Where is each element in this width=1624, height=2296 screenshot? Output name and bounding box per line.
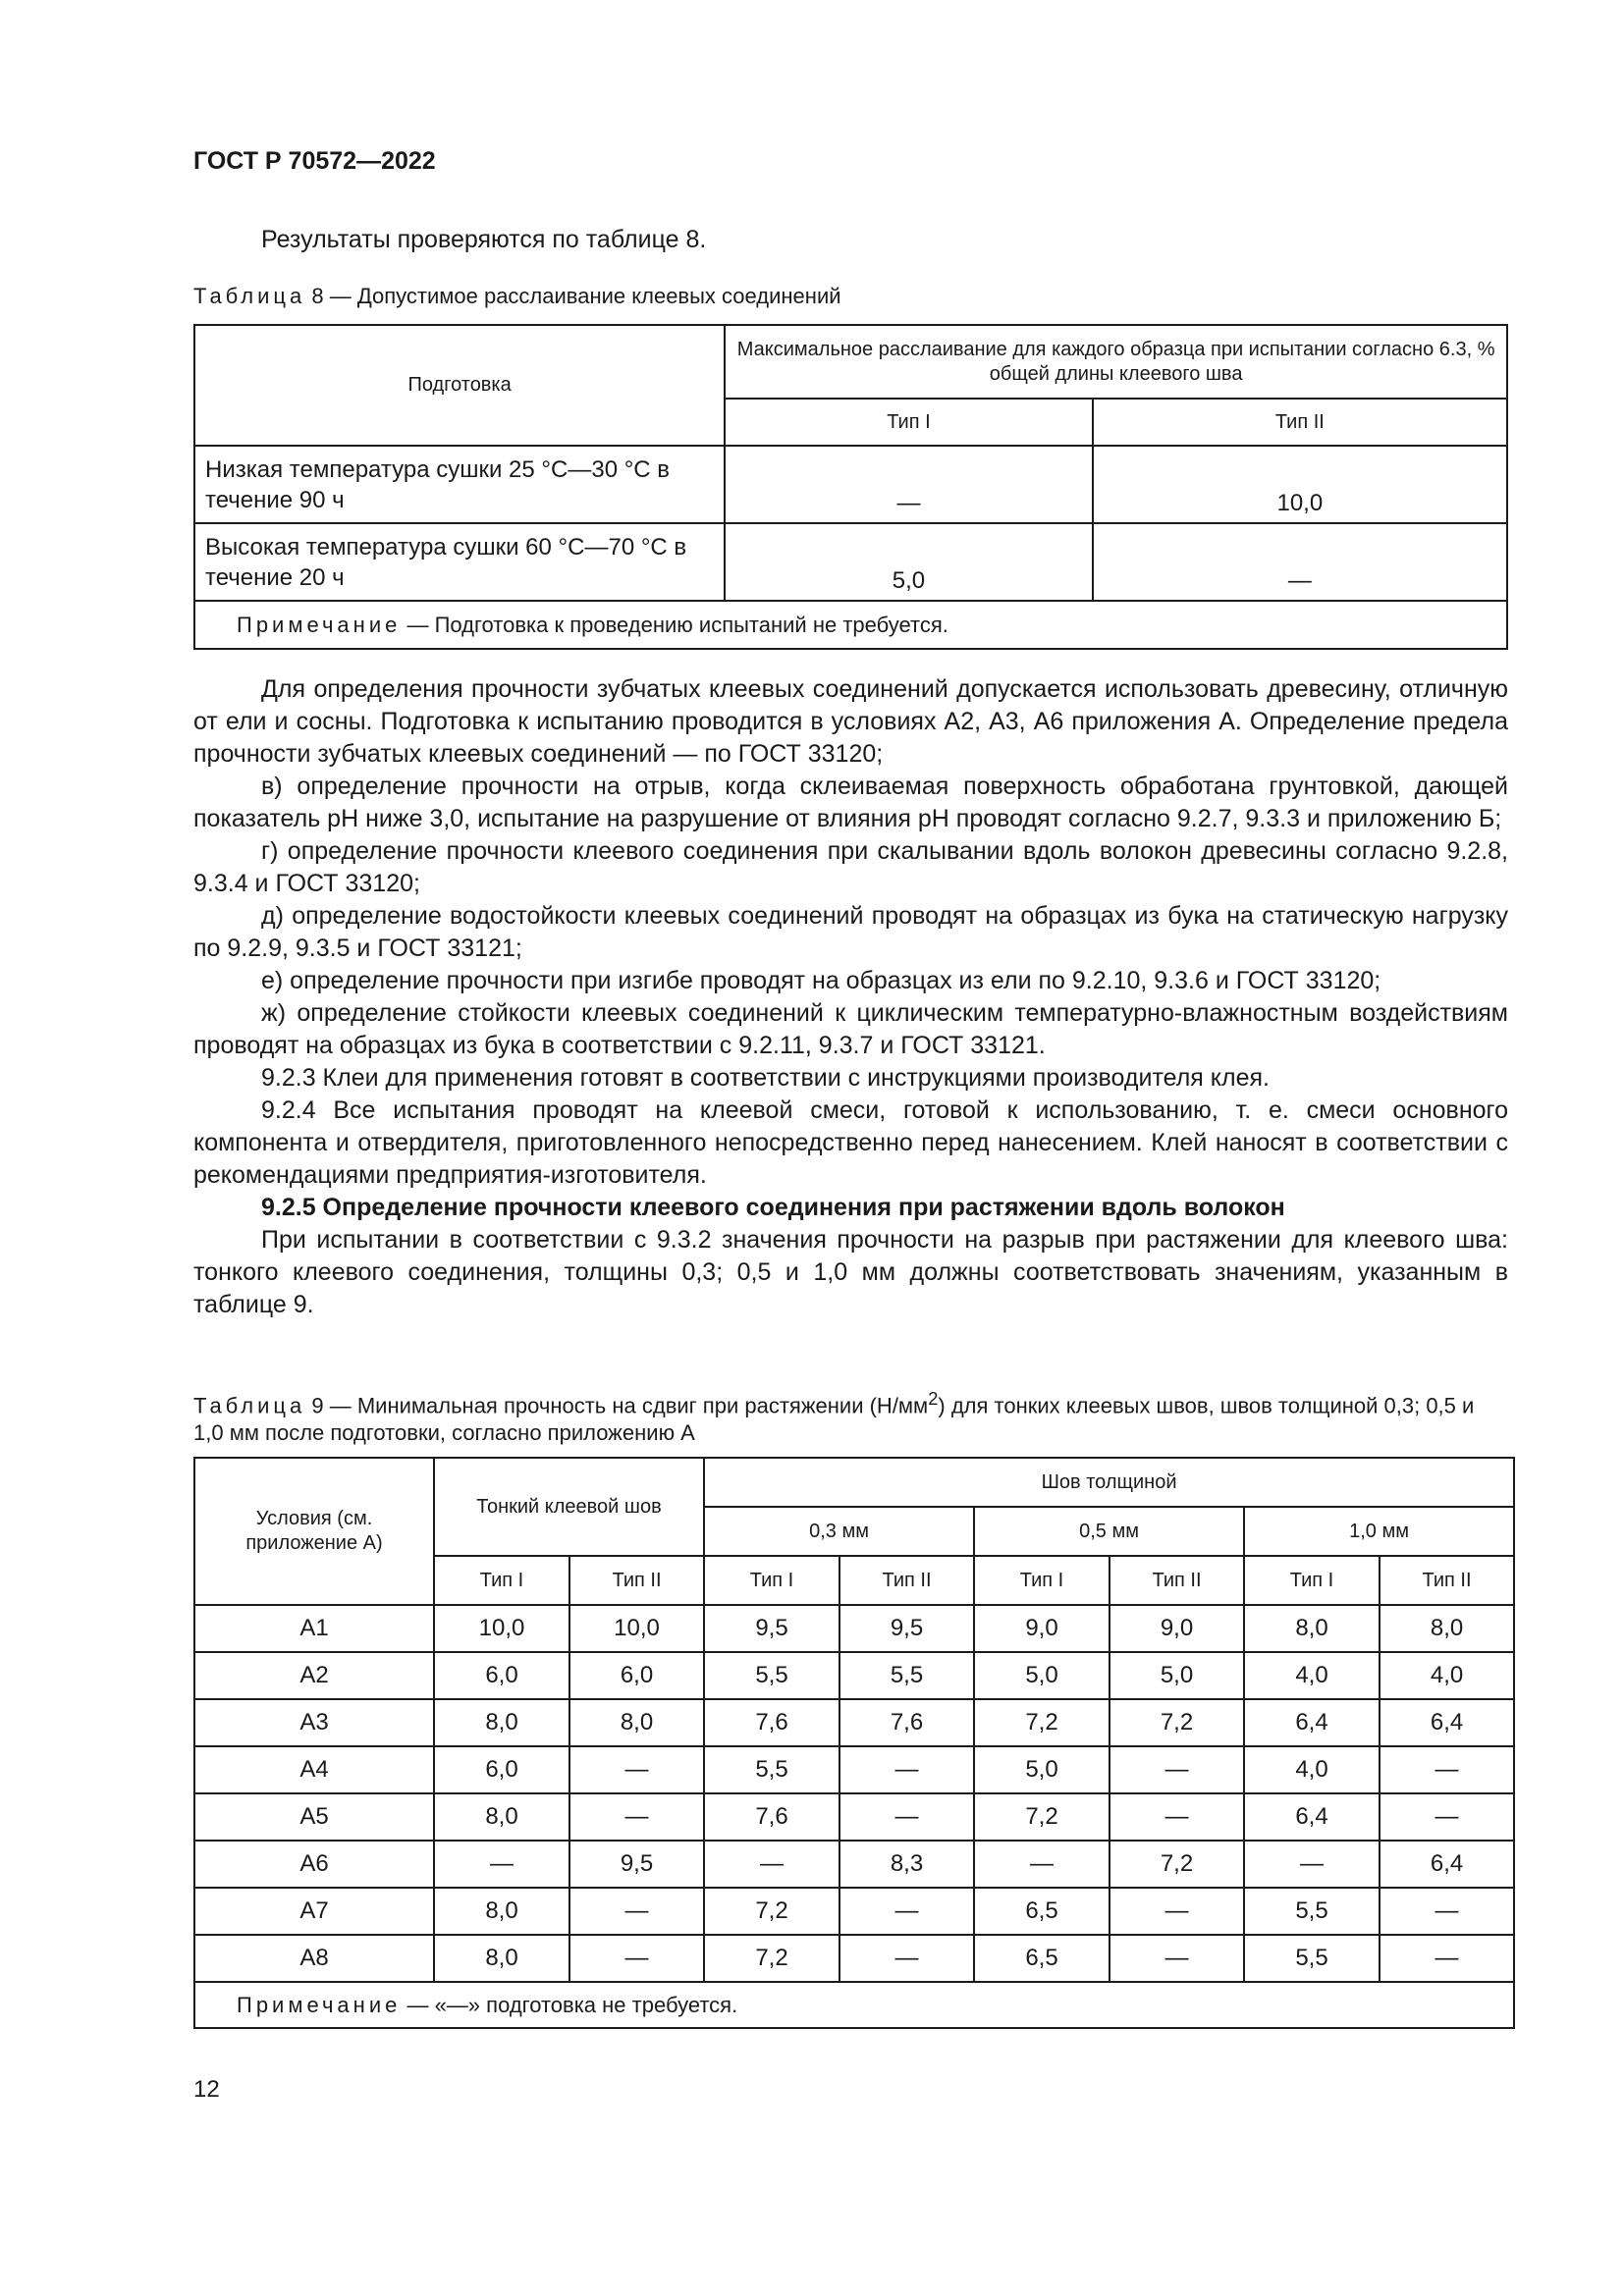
table9-cell: 5,0 bbox=[1110, 1652, 1244, 1699]
table9-cell: 8,0 bbox=[569, 1699, 704, 1746]
table9-cell: 10,0 bbox=[434, 1605, 569, 1652]
table9-cell: — bbox=[839, 1888, 974, 1935]
table9-cell: 8,3 bbox=[839, 1841, 974, 1888]
table9-cell: 7,2 bbox=[974, 1699, 1110, 1746]
table9-header-1-0mm: 1,0 мм bbox=[1244, 1507, 1514, 1556]
table9-note bbox=[194, 1982, 1514, 2028]
table9-cell: 5,5 bbox=[1244, 1935, 1380, 1982]
table9-caption-text-2: ) для тонких клеевых швов, швов толщиной 0,3; 0,5 и 1,0 мм после подготовки, согласно приложению А bbox=[193, 1393, 1475, 1446]
item-e-paragraph: е) определение прочности при изгибе проводят на образцах из ели по 9.2.10, 9.3.6 и ГОСТ 33120; bbox=[261, 967, 1381, 994]
table9-cell: 4,0 bbox=[1380, 1652, 1514, 1699]
table-row bbox=[194, 1841, 1514, 1888]
table9-condition-cell: А1 bbox=[194, 1605, 434, 1652]
table9-header-seam-thickness: Шов толщиной bbox=[704, 1458, 1514, 1507]
table9-condition-cell: А8 bbox=[194, 1935, 434, 1982]
table9-condition-cell: А7 bbox=[194, 1888, 434, 1935]
table9-cell: 6,4 bbox=[1380, 1699, 1514, 1746]
table9-cell: 9,0 bbox=[1110, 1605, 1244, 1652]
table9-cell: — bbox=[974, 1841, 1110, 1888]
table9-cell: 5,0 bbox=[974, 1652, 1110, 1699]
table9-cell: — bbox=[1110, 1888, 1244, 1935]
table9-caption bbox=[193, 1385, 1509, 1447]
table9-cell: 7,2 bbox=[1110, 1841, 1244, 1888]
table9-cell: — bbox=[1380, 1935, 1514, 1982]
table-row bbox=[194, 1652, 1514, 1699]
table9-cell: 7,6 bbox=[704, 1699, 839, 1746]
table8-header-preparation: Подготовка bbox=[194, 325, 725, 446]
table8-note bbox=[194, 601, 1507, 649]
document-header: ГОСТ Р 70572—2022 bbox=[193, 147, 436, 175]
table9-cell: 7,2 bbox=[704, 1888, 839, 1935]
table-row bbox=[194, 1888, 1514, 1935]
table-row bbox=[194, 523, 1507, 601]
table9-header-type2: Тип II bbox=[1110, 1556, 1244, 1605]
page-number: 12 bbox=[193, 2076, 220, 2103]
table9-cell: 7,2 bbox=[1110, 1699, 1244, 1746]
table9-cell: — bbox=[569, 1935, 704, 1982]
table9-header-type2: Тип II bbox=[839, 1556, 974, 1605]
table9-header-type1: Тип I bbox=[434, 1556, 569, 1605]
clause-9-2-5-text: При испытании в соответствии с 9.3.2 значения прочности на разрыв при растяжении для клеевого шва: тонкого клеевого соединения, толщины 0,3; 0,5 и 1,0 мм должны соответствовать значениям, указанным в таблице 9. bbox=[193, 1226, 1508, 1318]
table9-cell: 5,5 bbox=[839, 1652, 974, 1699]
table8-header-max-delamination: Максимальное расслаивание для каждого образца при испытании согласно 6.3, % общей длины клеевого шва bbox=[725, 325, 1507, 399]
table9-cell: — bbox=[569, 1888, 704, 1935]
table8-cell: — bbox=[1093, 523, 1507, 601]
table9-cell: 8,0 bbox=[434, 1793, 569, 1841]
table9-cell: — bbox=[1110, 1935, 1244, 1982]
table9-cell: 8,0 bbox=[434, 1935, 569, 1982]
table9-cell: 7,2 bbox=[704, 1935, 839, 1982]
table8-caption-label: Таблица bbox=[193, 284, 306, 308]
table9-cell: 9,0 bbox=[974, 1605, 1110, 1652]
table8-row-label: Высокая температура сушки 60 °С—70 °С в течение 20 ч bbox=[194, 523, 725, 601]
table9-cell: — bbox=[839, 1935, 974, 1982]
table9-cell: 7,2 bbox=[974, 1793, 1110, 1841]
table9-caption-superscript: 2 bbox=[928, 1388, 939, 1409]
table9-cell: 6,4 bbox=[1244, 1699, 1380, 1746]
table9-cell: 8,0 bbox=[1380, 1605, 1514, 1652]
item-d-paragraph: д) определение водостойкости клеевых соединений проводят на образцах из бука на статическую нагрузку по 9.2.9, 9.3.5 и ГОСТ 33121; bbox=[193, 902, 1508, 962]
table9-caption-text-1: 9 — Минимальная прочность на сдвиг при растяжении (Н/мм bbox=[305, 1393, 929, 1418]
table9-cell: 8,0 bbox=[434, 1699, 569, 1746]
table9-cell: 6,0 bbox=[434, 1746, 569, 1793]
table9-header-type2: Тип II bbox=[569, 1556, 704, 1605]
table9-cell: 7,6 bbox=[839, 1699, 974, 1746]
table9-cell: — bbox=[569, 1793, 704, 1841]
table9-cell: 5,0 bbox=[974, 1746, 1110, 1793]
table9-header-type1: Тип I bbox=[974, 1556, 1110, 1605]
table9-condition-cell: А2 bbox=[194, 1652, 434, 1699]
table9-cell: 4,0 bbox=[1244, 1652, 1380, 1699]
table9-header-type1: Тип I bbox=[704, 1556, 839, 1605]
table-row bbox=[194, 1793, 1514, 1841]
table-row bbox=[194, 1746, 1514, 1793]
table9-condition-cell: А6 bbox=[194, 1841, 434, 1888]
table9-cell: 6,5 bbox=[974, 1888, 1110, 1935]
table9 bbox=[193, 1457, 1515, 2029]
table9-cell: 9,5 bbox=[569, 1841, 704, 1888]
table9-cell: — bbox=[1380, 1888, 1514, 1935]
table9-body bbox=[194, 1605, 1514, 1982]
table9-cell: 8,0 bbox=[1244, 1605, 1380, 1652]
table9-cell: 6,5 bbox=[974, 1935, 1110, 1982]
item-zh-paragraph: ж) определение стойкости клеевых соединений к циклическим температурно-влажностным воздействиям проводят на образцах из бука в соответствии с 9.2.11, 9.3.7 и ГОСТ 33121. bbox=[193, 999, 1508, 1059]
clause-9-2-5-heading: 9.2.5 Определение прочности клеевого соединения при растяжении вдоль волокон bbox=[261, 1194, 1285, 1221]
table-row bbox=[194, 446, 1507, 523]
table9-header-0-3mm: 0,3 мм bbox=[704, 1507, 974, 1556]
table9-cell: 5,5 bbox=[1244, 1888, 1380, 1935]
table9-cell: 10,0 bbox=[569, 1605, 704, 1652]
table9-cell: — bbox=[1244, 1841, 1380, 1888]
table9-cell: 6,0 bbox=[434, 1652, 569, 1699]
table9-cell: 9,5 bbox=[839, 1605, 974, 1652]
table8-header-type1: Тип I bbox=[725, 399, 1092, 446]
table9-condition-cell: А3 bbox=[194, 1699, 434, 1746]
table9-cell: 4,0 bbox=[1244, 1746, 1380, 1793]
table9-cell: — bbox=[839, 1746, 974, 1793]
table8-cell: 10,0 bbox=[1093, 446, 1507, 523]
table8-row-label: Низкая температура сушки 25 °С—30 °С в течение 90 ч bbox=[194, 446, 725, 523]
table9-cell: — bbox=[434, 1841, 569, 1888]
table9-cell: 6,0 bbox=[569, 1652, 704, 1699]
table9-note-text: — «—» подготовка не требуется. bbox=[401, 1992, 738, 2017]
table9-cell: — bbox=[704, 1841, 839, 1888]
item-v-paragraph: в) определение прочности на отрыв, когда склеиваемая поверхность обработана грунтовкой, дающей показатель рН ниже 3,0, испытание на разрушение от влияния рН проводят согласно 9.2.7, 9.3.3 и приложению Б; bbox=[193, 773, 1508, 832]
table9-header-thin-seam: Тонкий клеевой шов bbox=[434, 1458, 704, 1556]
table8-cell: 5,0 bbox=[725, 523, 1092, 601]
table9-cell: 6,4 bbox=[1244, 1793, 1380, 1841]
table9-cell: 5,5 bbox=[704, 1746, 839, 1793]
table9-cell: — bbox=[1380, 1746, 1514, 1793]
table9-condition-cell: А5 bbox=[194, 1793, 434, 1841]
table-row bbox=[194, 1605, 1514, 1652]
table9-cell: — bbox=[839, 1793, 974, 1841]
clause-9-2-3: 9.2.3 Клеи для применения готовят в соответствии с инструкциями производителя клея. bbox=[261, 1064, 1270, 1092]
table8-note-label: Примечание bbox=[237, 613, 402, 637]
table9-condition-cell: А4 bbox=[194, 1746, 434, 1793]
table9-cell: — bbox=[569, 1746, 704, 1793]
table9-caption-label: Таблица bbox=[193, 1393, 306, 1418]
table9-note-label: Примечание bbox=[237, 1992, 402, 2017]
body-text bbox=[193, 673, 1508, 1321]
table9-cell: 5,5 bbox=[704, 1652, 839, 1699]
table9-cell: — bbox=[1380, 1793, 1514, 1841]
table9-cell: 6,4 bbox=[1380, 1841, 1514, 1888]
table8-caption bbox=[193, 283, 1509, 310]
table9-header-type2: Тип II bbox=[1380, 1556, 1514, 1605]
table9-cell: — bbox=[1110, 1793, 1244, 1841]
table8-caption-text: 8 — Допустимое расслаивание клеевых соединений bbox=[305, 284, 841, 308]
table9-cell: 7,6 bbox=[704, 1793, 839, 1841]
table9-cell: 8,0 bbox=[434, 1888, 569, 1935]
intro-text: Результаты проверяются по таблице 8. bbox=[261, 226, 707, 253]
table9-header-type1: Тип I bbox=[1244, 1556, 1380, 1605]
table9-cell: — bbox=[1110, 1746, 1244, 1793]
clause-9-2-4: 9.2.4 Все испытания проводят на клеевой смеси, готовой к использованию, т. е. смеси основного компонента и отвердителя, приготовленного непосредственно перед нанесением. Клей наносят в соответствии с рекомендациями предприятия-изготовителя. bbox=[193, 1096, 1508, 1189]
table8-cell: — bbox=[725, 446, 1092, 523]
table8-header-type2: Тип II bbox=[1093, 399, 1507, 446]
table8 bbox=[193, 324, 1508, 650]
table9-header-conditions: Условия (см. приложение А) bbox=[194, 1458, 434, 1605]
table9-cell: 9,5 bbox=[704, 1605, 839, 1652]
table-row bbox=[194, 1935, 1514, 1982]
table9-header-0-5mm: 0,5 мм bbox=[974, 1507, 1244, 1556]
item-g-paragraph: г) определение прочности клеевого соединения при скалывании вдоль волокон древесины согласно 9.2.8, 9.3.4 и ГОСТ 33120; bbox=[193, 837, 1508, 897]
paragraph-finger-joints: Для определения прочности зубчатых клеевых соединений допускается использовать древесину, отличную от ели и сосны. Подготовка к испытанию проводится в условиях А2, А3, А6 приложения А. Определение предела прочности зубчатых клеевых соединений — по ГОСТ 33120; bbox=[193, 675, 1508, 768]
table8-note-text: — Подготовка к проведению испытаний не требуется. bbox=[401, 613, 948, 637]
table-row bbox=[194, 1699, 1514, 1746]
